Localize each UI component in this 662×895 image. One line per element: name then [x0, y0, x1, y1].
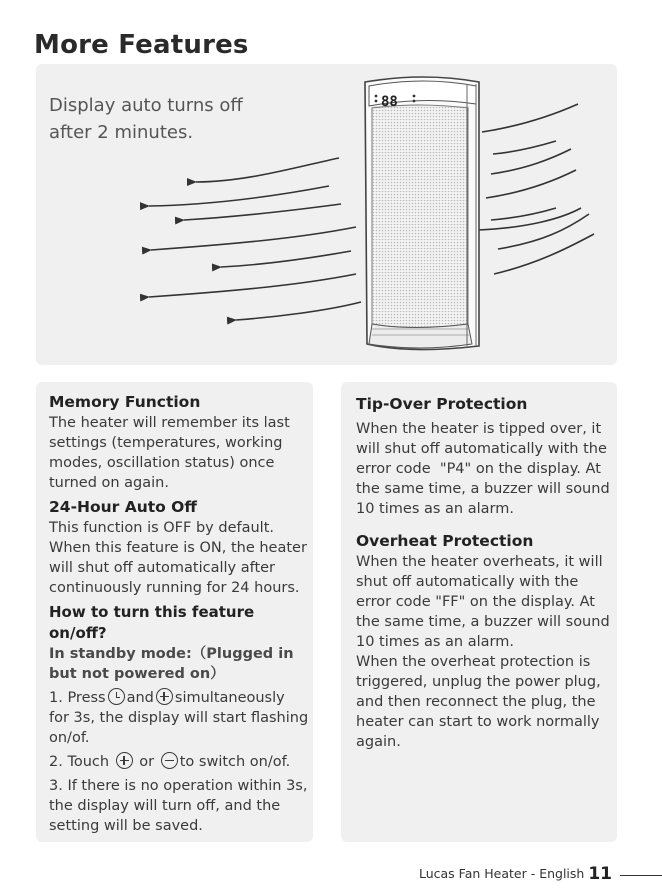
step-1 [49, 688, 309, 748]
auto-off-text: This function is OFF by default. When this feature is ON, the heater will shut off automatically after continuously running for 24 hours. [49, 520, 307, 596]
step-3: 3. If there is no operation within 3s, the display will turn off, and the setting will be saved. [49, 778, 308, 834]
hero-caption [49, 92, 243, 146]
display-readout: 88 [381, 94, 398, 110]
overheat-text-1: When the heater overheats, it will shut off automatically with the error code "FF" on the display. At the same time, a buzzer will sound 10 times as an alarm. [356, 554, 610, 650]
airflow-left-arrows [149, 158, 361, 320]
minus-icon [161, 752, 178, 769]
memory-function-heading: Memory Function [49, 393, 201, 411]
page-title: More Features [34, 30, 249, 60]
overheat-text-2: When the overheat protection is triggered, unplug the power plug, and then reconnect the plug, the heater can start to work normally again. [356, 654, 601, 750]
airflow-right-lines [478, 104, 594, 274]
tip-over-heading: Tip-Over Protection [356, 395, 528, 413]
step-1-prefix: 1. Press [49, 690, 106, 706]
step-1-and: and [126, 690, 154, 706]
overheat-heading: Overheat Protection [356, 532, 534, 550]
heater-body [365, 77, 479, 350]
plus-icon [116, 752, 133, 769]
step-2 [49, 752, 309, 772]
step-2-or: or [139, 754, 155, 770]
footer-brand: Lucas Fan Heater - English [418, 866, 585, 881]
plus-icon [156, 688, 173, 705]
hero-caption-line1: Display auto turns off [49, 95, 243, 116]
tip-over-text: When the heater is tipped over, it will shut off automatically with the error code "P4" on the display. At the same time, a buzzer will sound 10 times as an alarm. [356, 421, 615, 517]
hero-illustration-panel [36, 64, 617, 365]
step-2-prefix: 2. Touch [49, 754, 110, 770]
step-1-rest: simultaneously for 3s, the display will start flashing on/of. [49, 690, 309, 746]
card-protection [341, 382, 617, 842]
card-memory-autooff [36, 382, 313, 842]
footer-rule [620, 875, 662, 876]
memory-function-text: The heater will remember its last settings (temperatures, working modes, oscillation status) once turned on again. [49, 415, 290, 491]
auto-off-heading: 24-Hour Auto Off [49, 498, 197, 516]
page-number: 11 [588, 864, 612, 884]
step-2-rest: to switch on/of. [179, 754, 291, 770]
hero-caption-line2: after 2 minutes. [49, 122, 194, 143]
standby-mode-line2: but not powered on） [49, 666, 225, 682]
how-to-heading: How to turn this feature on/off? [49, 603, 255, 642]
standby-mode-line1: In standby mode:（Plugged in [49, 646, 294, 662]
timer-icon [108, 688, 125, 705]
page-footer [419, 864, 612, 884]
